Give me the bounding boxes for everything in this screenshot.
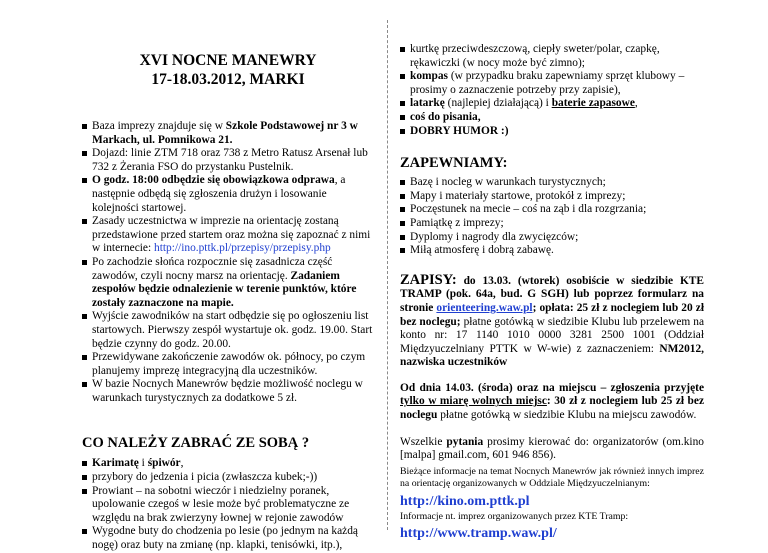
item-text: , a następnie odbędą się zgłoszenia drużyn i losowanie kolejności startowej. [92, 174, 346, 214]
onsite-text: Od dnia 14.03. (środa) oraz na miejscu – zgłoszenia przyjęte [400, 381, 704, 394]
left-column [82, 0, 374, 553]
list-item: Pamiątkę z imprezy; [400, 217, 704, 231]
signup-label: ZAPISY: [400, 271, 457, 288]
item-text: Prowiant – na sobotni wieczór i niedzielny poranek, upolowanie czegoś w lesie może być problematyczne ze względu na brak zwierzyny łownej w rejonie zawodów [92, 484, 350, 524]
item-bold: śpiwór [147, 457, 181, 470]
item-text: Po zachodzie słońca rozpocznie się zasadnicza część zawodów, czyli nocny marsz na orientację. [92, 255, 333, 282]
item-bold: Karimatę [92, 457, 139, 470]
signup-text: NM2012, nazwiska uczestników [400, 342, 704, 369]
item-text: , [180, 457, 184, 470]
onsite-text: płatne gotówką w siedzibie Klubu na miejscu zawodów. [437, 409, 697, 422]
list-item: Bazę i nocleg w warunkach turystycznych; [400, 176, 704, 190]
item-text: Przewidywane zakończenie zawodów ok. północy, po czym planujemy imprezę integracyjną dla uczestników. [92, 351, 366, 377]
item-text: kurtkę przeciwdeszczową, ciepły sweter/polar, czapkę, rękawiczki (w nocy może być zimno); [410, 43, 660, 69]
list-item [400, 43, 704, 70]
list-item [400, 111, 704, 125]
signup-text: płatne gotówką w siedzibie Klubu lub przelewem na konto nr: 17 1140 1010 0000 3281 2500 1001 (Oddział Międzyuczelniany PTTK w W-wie) z zaznaczeniem: [400, 315, 704, 355]
contact-text: pytania [446, 435, 484, 448]
title-line-2: 17-18.03.2012, MARKI [151, 71, 305, 88]
item-text: i [138, 457, 148, 470]
item-bold: Szkole Podstawowej nr 3 w Markach, ul. Pomnikowa 21. [92, 120, 358, 146]
list-item [82, 485, 374, 526]
item-text: Wygodne buty do chodzenia po lesie (po jednym na każdą nogę) oraz buty na zmianę (np. klapki, tenisówki, itp.), [92, 525, 358, 552]
item-bold: O godz. 18:00 odbędzie się obowiązkowa odprawa [92, 174, 335, 187]
list-item [82, 310, 374, 351]
list-item [82, 525, 374, 552]
item-text: W bazie Nocnych Manewrów będzie możliwość noclegu w warunkach turystycznych za dodatkowe 5 zł. [92, 378, 363, 404]
rules-link[interactable]: http://ino.pttk.pl/przepisy/przepisy.php [154, 242, 331, 255]
list-item [82, 378, 374, 405]
item-text: Baza imprezy znajduje się w [92, 120, 226, 132]
list-item [82, 471, 374, 485]
item-text: Dojazd: linie ZTM 718 oraz 738 z Metro Ratusz Arsenał lub 732 z Żerania FSO do przystanku Pustelnik. [92, 147, 368, 173]
column-divider [387, 20, 388, 530]
item-text: , [634, 97, 638, 110]
contact-paragraph [400, 436, 704, 463]
item-bold: DOBRY HUMOR :) [410, 124, 509, 137]
list-item [82, 147, 374, 174]
list-item: Mapy i materiały startowe, protokół z imprezy; [400, 190, 704, 204]
item-bold: kompas [410, 70, 448, 83]
tramp-url-link[interactable]: http://www.tramp.waw.pl/ [400, 526, 557, 542]
list-item [82, 120, 374, 147]
list-item [82, 457, 374, 471]
om-info-text: Bieżące informacje na temat Nocnych Manewrów jak również innych imprez na orientację organizowanych w Oddziale Międzyuczelnianym: [400, 465, 704, 490]
item-bold: coś do pisania, [410, 110, 481, 123]
signup-paragraph [400, 271, 704, 370]
onsite-paragraph [400, 382, 704, 423]
list-item [82, 215, 374, 256]
onsite-text: tylko w miarę wolnych miejsc [400, 395, 547, 408]
signup-text: ; opłata: 25 zł z noclegiem lub 20 zł bez noclegu; [400, 301, 704, 328]
list-item: Poczęstunek na mecie – coś na ząb i dla rozgrzania; [400, 203, 704, 217]
bring-list-continued [400, 43, 704, 138]
list-item [82, 351, 374, 378]
signup-link[interactable]: orienteering.waw.pl [436, 301, 533, 314]
contact-text: prosimy kierować do: organizatorów (om.kino [malpa] gmail.com, 601 946 856). [400, 435, 704, 462]
list-item [400, 97, 704, 111]
info-list [82, 120, 374, 405]
page-title [82, 51, 374, 89]
item-bold: baterie zapasowe [551, 97, 635, 110]
item-text: przybory do jedzenia i picia (zwłaszcza kubek;-)) [92, 471, 318, 484]
right-column [400, 0, 704, 542]
item-text: Wyjście zawodników na start odbędzie się po ogłoszeniu list startowych. Pierwszy zespół wystartuje ok. godz. 19.00. Start będzie czynny do godz. 20.00. [92, 310, 373, 350]
item-bold: Zadaniem zespołów będzie odnalezienie w terenie punktów, które zostały zaznaczone na mapie. [92, 269, 357, 309]
list-item [82, 256, 374, 310]
contact-text: Wszelkie [400, 435, 447, 448]
bring-list [82, 457, 374, 552]
item-text: (w przypadku braku zapewniamy sprzęt klubowy – prosimy o zaznaczenie potrzeby przy zapisie), [410, 70, 685, 96]
item-text: (najlepiej działającą) i [444, 97, 552, 110]
list-item [400, 125, 704, 139]
provide-list [400, 176, 704, 258]
bring-heading: CO NALEŻY ZABRAĆ ZE SOBĄ ? [82, 435, 310, 452]
tramp-info-text: Informacje nt. imprez organizowanych przez KTE Tramp: [400, 510, 629, 522]
list-item: Miłą atmosferę i dobrą zabawę. [400, 244, 704, 258]
signup-text: do 13.03. (wtorek) osobiście w siedzibie KTE TRAMP (pok. 64a, bud. G SGH) lub poprzez formularz na stronie [400, 274, 704, 314]
list-item: Dyplomy i nagrody dla zwycięzców; [400, 231, 704, 245]
list-item [82, 174, 374, 215]
onsite-text: : 30 zł z noclegiem lub 25 zł bez noclegu [400, 395, 704, 422]
item-bold: latarkę [410, 97, 445, 110]
item-text: Zasady uczestnictwa w imprezie na orientację zostaną przedstawione przed startem oraz można się zapoznać z nimi w internecie: [92, 215, 371, 255]
om-url-link[interactable]: http://kino.om.pttk.pl [400, 493, 530, 509]
list-item [400, 70, 704, 97]
title-line-1: XVI NOCNE MANEWRY [139, 52, 317, 69]
provide-heading: ZAPEWNIAMY: [400, 155, 508, 172]
